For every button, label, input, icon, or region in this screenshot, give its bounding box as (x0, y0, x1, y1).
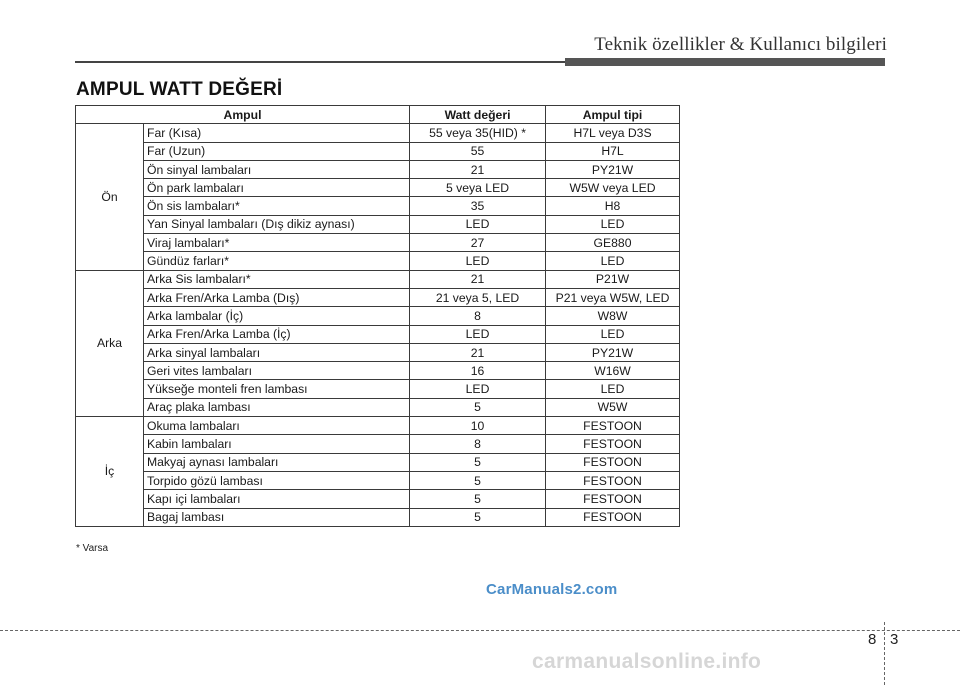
table-row (76, 417, 680, 435)
table-row (76, 124, 680, 142)
bulb-type-cell: W5W veya LED (546, 179, 680, 197)
bulb-name-cell: Makyaj aynası lambaları (144, 453, 410, 471)
bulb-name-cell: Far (Uzun) (144, 142, 410, 160)
wattage-cell: 5 veya LED (410, 179, 546, 197)
bulb-name-cell: Yükseğe monteli fren lambası (144, 380, 410, 398)
table-row (76, 343, 680, 361)
wattage-cell: LED (410, 252, 546, 270)
wattage-cell: LED (410, 325, 546, 343)
table-row (76, 398, 680, 416)
wattage-cell: 27 (410, 234, 546, 252)
wattage-cell: 5 (410, 508, 546, 526)
bulb-type-cell: W16W (546, 362, 680, 380)
bulb-type-cell: W8W (546, 307, 680, 325)
table-row (76, 362, 680, 380)
wattage-cell: 10 (410, 417, 546, 435)
wattage-cell: 21 (410, 270, 546, 288)
bulb-type-cell: FESTOON (546, 471, 680, 489)
bulb-name-cell: Arka Fren/Arka Lamba (İç) (144, 325, 410, 343)
bulb-type-cell: PY21W (546, 160, 680, 178)
bulb-name-cell: Torpido gözü lambası (144, 471, 410, 489)
bulb-name-cell: Bagaj lambası (144, 508, 410, 526)
group-label: İç (76, 417, 144, 527)
bulb-type-cell: PY21W (546, 343, 680, 361)
bulb-type-cell: P21 veya W5W, LED (546, 288, 680, 306)
table-row (76, 252, 680, 270)
wattage-cell: 5 (410, 471, 546, 489)
header-rule-accent (565, 58, 885, 66)
watermark-link[interactable]: CarManuals2.com (486, 581, 618, 598)
wattage-cell: 5 (410, 490, 546, 508)
bulb-type-cell: FESTOON (546, 490, 680, 508)
wattage-cell: 55 veya 35(HID) * (410, 124, 546, 142)
table-row (76, 234, 680, 252)
table-row (76, 270, 680, 288)
bulb-name-cell: Gündüz farları* (144, 252, 410, 270)
wattage-cell: 8 (410, 435, 546, 453)
table-row (76, 508, 680, 526)
bulb-type-cell: LED (546, 252, 680, 270)
bulb-name-cell: Araç plaka lambası (144, 398, 410, 416)
site-watermark: carmanualsonline.info (532, 650, 762, 673)
bulb-type-cell: P21W (546, 270, 680, 288)
bulb-name-cell: Ön sinyal lambaları (144, 160, 410, 178)
table-row (76, 215, 680, 233)
bulb-type-cell: FESTOON (546, 508, 680, 526)
table-row (76, 307, 680, 325)
bulb-name-cell: Far (Kısa) (144, 124, 410, 142)
wattage-cell: LED (410, 380, 546, 398)
bulb-type-cell: H7L veya D3S (546, 124, 680, 142)
wattage-cell: 16 (410, 362, 546, 380)
group-label: Arka (76, 270, 144, 416)
page-number-divider (884, 622, 885, 685)
bulb-type-cell: LED (546, 380, 680, 398)
wattage-cell: LED (410, 215, 546, 233)
wattage-cell: 21 (410, 343, 546, 361)
group-label: Ön (76, 124, 144, 270)
bulb-type-cell: LED (546, 215, 680, 233)
bulb-name-cell: Ön park lambaları (144, 179, 410, 197)
bulb-name-cell: Okuma lambaları (144, 417, 410, 435)
bulb-name-cell: Arka Fren/Arka Lamba (Dış) (144, 288, 410, 306)
column-header: Ampul tipi (546, 106, 680, 124)
table-header-row (76, 106, 680, 124)
wattage-cell: 8 (410, 307, 546, 325)
table-row (76, 490, 680, 508)
wattage-cell: 21 (410, 160, 546, 178)
bulb-wattage-table (75, 105, 680, 527)
chapter-number: 8 (868, 631, 877, 648)
bulb-type-cell: GE880 (546, 234, 680, 252)
wattage-cell: 5 (410, 398, 546, 416)
bulb-name-cell: Viraj lambaları* (144, 234, 410, 252)
bulb-name-cell: Kabin lambaları (144, 435, 410, 453)
bulb-type-cell: FESTOON (546, 435, 680, 453)
wattage-cell: 55 (410, 142, 546, 160)
wattage-cell: 5 (410, 453, 546, 471)
page-number: 3 (890, 631, 899, 648)
table-row (76, 380, 680, 398)
table-row (76, 142, 680, 160)
bulb-type-cell: FESTOON (546, 417, 680, 435)
bulb-name-cell: Arka lambalar (İç) (144, 307, 410, 325)
table-row (76, 471, 680, 489)
table-row (76, 160, 680, 178)
wattage-cell: 35 (410, 197, 546, 215)
footnote: * Varsa (76, 543, 109, 554)
table-row (76, 453, 680, 471)
bulb-name-cell: Arka Sis lambaları* (144, 270, 410, 288)
bulb-name-cell: Yan Sinyal lambaları (Dış dikiz aynası) (144, 215, 410, 233)
bulb-type-cell: FESTOON (546, 453, 680, 471)
table-row (76, 179, 680, 197)
column-header: Watt değeri (410, 106, 546, 124)
bulb-name-cell: Geri vites lambaları (144, 362, 410, 380)
table-row (76, 197, 680, 215)
wattage-cell: 21 veya 5, LED (410, 288, 546, 306)
table-row (76, 325, 680, 343)
page-header-title: Teknik özellikler & Kullanıcı bilgileri (594, 34, 887, 55)
bulb-name-cell: Kapı içi lambaları (144, 490, 410, 508)
column-header: Ampul (76, 106, 410, 124)
bulb-type-cell: H8 (546, 197, 680, 215)
bulb-type-cell: W5W (546, 398, 680, 416)
bulb-type-cell: H7L (546, 142, 680, 160)
table-row (76, 288, 680, 306)
table-row (76, 435, 680, 453)
section-title: AMPUL WATT DEĞERİ (76, 79, 283, 100)
bulb-type-cell: LED (546, 325, 680, 343)
bulb-name-cell: Ön sis lambaları* (144, 197, 410, 215)
bulb-name-cell: Arka sinyal lambaları (144, 343, 410, 361)
footer-rule (0, 630, 960, 631)
